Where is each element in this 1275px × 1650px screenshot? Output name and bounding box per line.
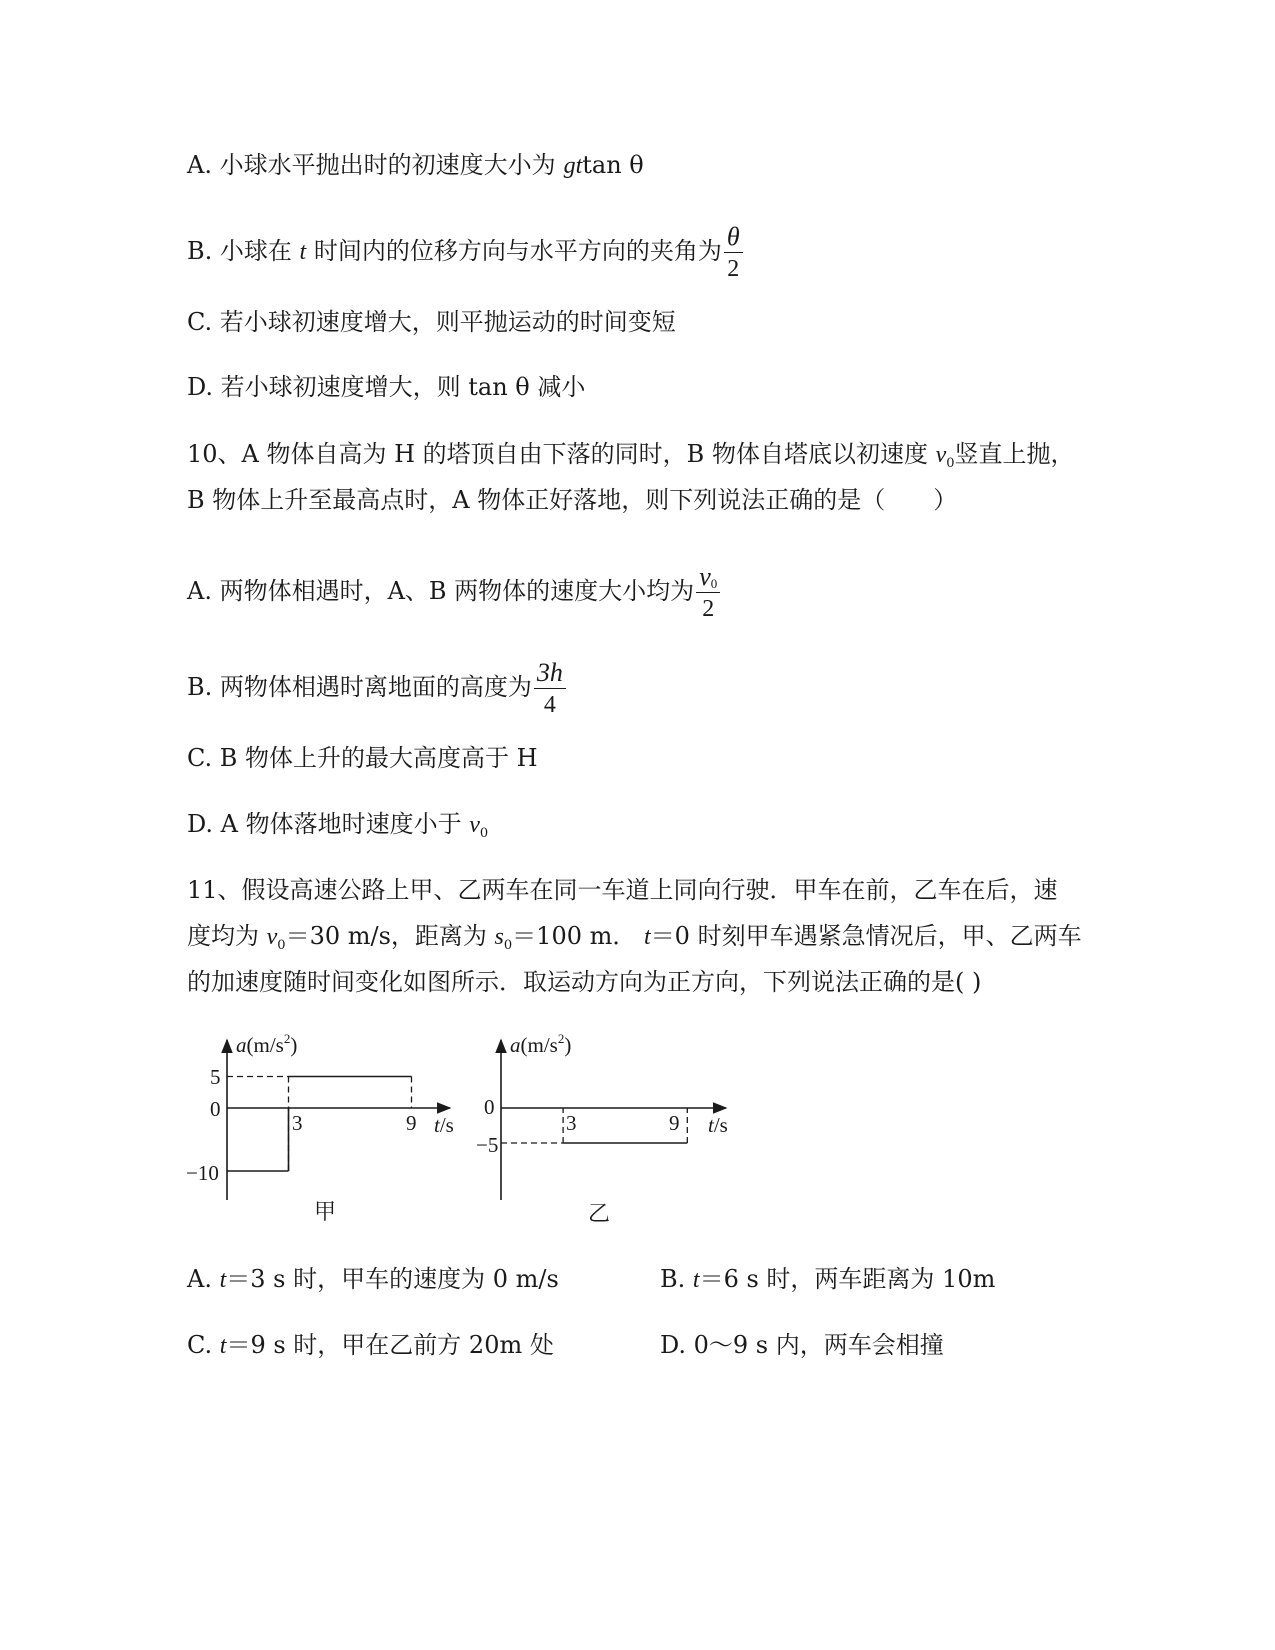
q10-stem-sub: 0 — [946, 456, 955, 471]
q10-stem-var: v — [935, 442, 947, 468]
option-var: t — [219, 1267, 227, 1293]
option-label: B. — [660, 1265, 686, 1293]
q10-option-a-text: A. 两物体相遇时，A、B 两物体的速度大小均为 — [187, 577, 695, 605]
q10-stem-line-1 — [187, 437, 1075, 476]
q11-option-d: D. 0～9 s 内，两车会相撞 — [660, 1331, 944, 1359]
q11-stem-text-2: ＝30 m/s，距离为 — [285, 922, 487, 950]
y-tick-5: 5 — [210, 1065, 221, 1089]
q11-var-v-sub: 0 — [277, 938, 286, 953]
q9-option-b-fraction — [724, 224, 743, 281]
option-text: ＝3 s 时，甲车的速度为 0 m/s — [226, 1265, 559, 1293]
chart-caption: 乙 — [588, 1202, 611, 1227]
q9-option-c: C. 若小球初速度增大，则平抛运动的时间变短 — [187, 308, 676, 336]
q10-option-a-fraction — [696, 564, 720, 621]
q10-option-d — [187, 807, 488, 846]
q10-option-b-fraction — [534, 660, 566, 717]
y-tick-neg5: −5 — [476, 1133, 499, 1157]
y-axis-label: $a(m/s^2)$ — [236, 1031, 298, 1057]
q10-option-c: C. B 物体上升的最大高度高于 H — [187, 744, 538, 772]
fraction-numerator: 3h — [534, 660, 566, 689]
chart-caption: 甲 — [314, 1200, 337, 1225]
q9-option-b-var: t — [299, 239, 307, 265]
q11-option-c — [187, 1328, 554, 1363]
q11-stem-line-3: 的加速度随时间变化如图所示．取运动方向为正方向，下列说法正确的是( ) — [187, 968, 982, 996]
q11-option-b — [660, 1262, 995, 1297]
q11-var-v: v — [266, 924, 278, 950]
chart-jia — [180, 1022, 470, 1237]
q10-option-b — [187, 660, 566, 717]
fraction-denominator: 4 — [543, 692, 556, 718]
q11-stem-text-4: ＝0 时刻甲车遇紧急情况后，甲、乙两车 — [650, 922, 1082, 950]
q9-option-d: D. 若小球初速度增大，则 tan θ 减小 — [187, 373, 586, 401]
q11-stem-line-2 — [187, 919, 1082, 958]
q10-option-b-text: B. 两物体相遇时离地面的高度为 — [187, 673, 532, 701]
y-tick-0: 0 — [484, 1095, 495, 1119]
y-axis-label: $a(m/s^2)$ — [510, 1031, 572, 1057]
q10-option-d-sub: 0 — [479, 826, 489, 841]
q11-var-t: t — [644, 924, 651, 950]
q10-stem-text: 10、A 物体自高为 H 的塔顶自由下落的同时，B 物体自塔底以初速度 — [187, 440, 928, 468]
q10-stem-suffix: 竖直上抛， — [954, 440, 1075, 468]
x-tick-3: 3 — [566, 1111, 577, 1135]
q11-stem-text-3: ＝100 m． — [512, 922, 637, 950]
q11-stem-text: 度均为 — [187, 922, 259, 950]
q9-option-b — [187, 224, 743, 281]
q9-option-a-text: A. 小球水平抛出时的初速度大小为 — [187, 151, 556, 179]
q9-option-b-text-2: 时间内的位移方向与水平方向的夹角为 — [313, 237, 722, 265]
numerator-sub: 0 — [710, 576, 718, 591]
q9-option-a — [187, 148, 644, 183]
fraction-numerator — [696, 564, 720, 593]
x-axis-label: t/s — [708, 1113, 728, 1137]
q11-var-s: s — [494, 924, 504, 950]
q9-option-a-formula: gt — [563, 153, 583, 179]
option-text: ＝9 s 时，甲在乙前方 20m 处 — [226, 1331, 554, 1359]
x-tick-9: 9 — [669, 1111, 680, 1135]
option-var: t — [219, 1333, 227, 1359]
option-text: ＝6 s 时，两车距离为 10m — [699, 1265, 996, 1293]
q10-option-d-text: D. A 物体落地时速度小于 — [187, 810, 462, 838]
q11-var-s-sub: 0 — [503, 938, 513, 953]
q10-option-d-var: v — [469, 812, 480, 838]
fraction-numerator: θ — [724, 224, 743, 253]
q9-option-a-tan: tan θ — [582, 151, 644, 179]
x-tick-3: 3 — [292, 1111, 303, 1135]
fraction-denominator: 2 — [702, 596, 715, 622]
option-label: C. — [187, 1331, 213, 1359]
fraction-denominator: 2 — [727, 256, 740, 282]
q11-stem-line-1: 11、假设高速公路上甲、乙两车在同一车道上同向行驶．甲车在前，乙车在后，速 — [187, 876, 1058, 904]
y-tick-neg10: −10 — [186, 1161, 219, 1185]
option-var: t — [692, 1267, 700, 1293]
y-tick-0: 0 — [210, 1097, 221, 1121]
q9-option-b-text: B. 小球在 — [187, 237, 292, 265]
q11-option-a — [187, 1262, 559, 1297]
option-label: A. — [187, 1265, 212, 1293]
x-tick-9: 9 — [406, 1111, 417, 1135]
chart-yi — [470, 1022, 745, 1237]
x-axis-label: t/s — [434, 1113, 454, 1137]
numerator-var: v — [699, 562, 711, 591]
q10-option-a — [187, 564, 720, 621]
q10-stem-line-2: B 物体上升至最高点时，A 物体正好落地，则下列说法正确的是（ ） — [187, 486, 958, 514]
